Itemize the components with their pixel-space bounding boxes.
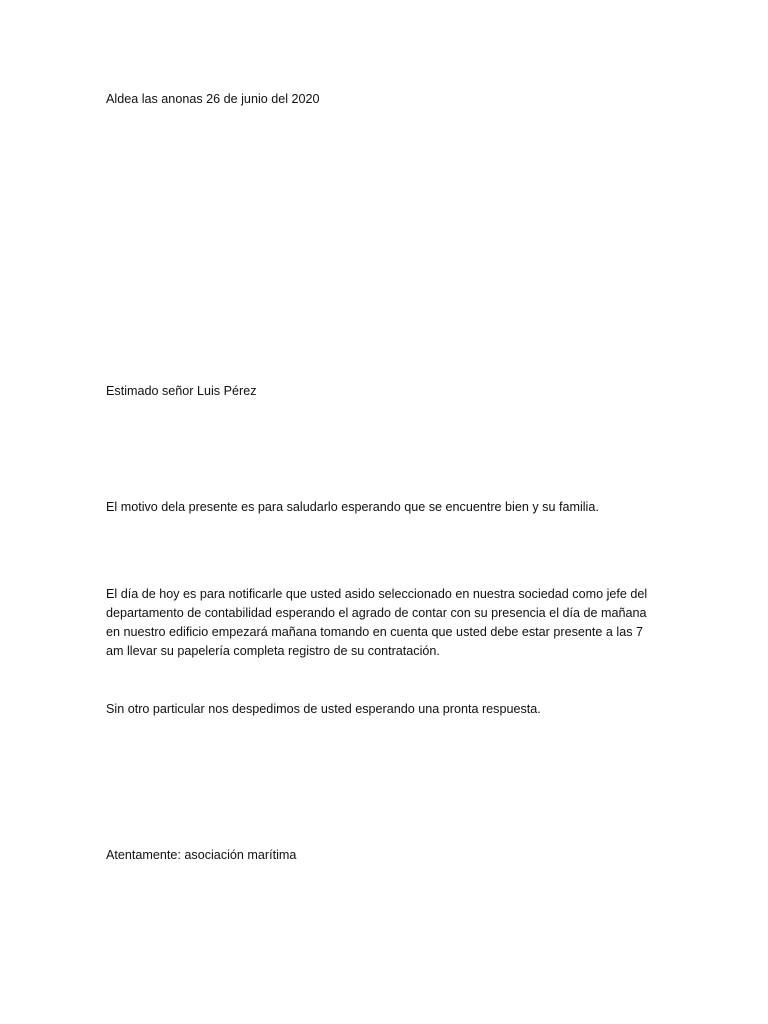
closing-line: Sin otro particular nos despedimos de usted esperando una pronta respuesta.: [106, 702, 541, 716]
body-paragraph: [106, 585, 666, 661]
body-line: El día de hoy es para notificarle que usted asido seleccionado en nuestra sociedad como jefe del: [106, 587, 648, 601]
salutation: Estimado señor Luis Pérez: [106, 384, 257, 398]
body-line: am llevar su papelería completa registro de su contratación.: [106, 644, 440, 658]
date-line: Aldea las anonas 26 de junio del 2020: [106, 92, 320, 106]
body-line: departamento de contabilidad esperando el agrado de contar con su presencia el día de mañana: [106, 606, 647, 620]
body-line: en nuestro edificio empezará mañana tomando en cuenta que usted debe estar presente a las 7: [106, 625, 643, 639]
signature-line: Atentamente: asociación marítima: [106, 848, 297, 862]
intro-paragraph: El motivo dela presente es para saludarlo esperando que se encuentre bien y su familia.: [106, 500, 599, 514]
